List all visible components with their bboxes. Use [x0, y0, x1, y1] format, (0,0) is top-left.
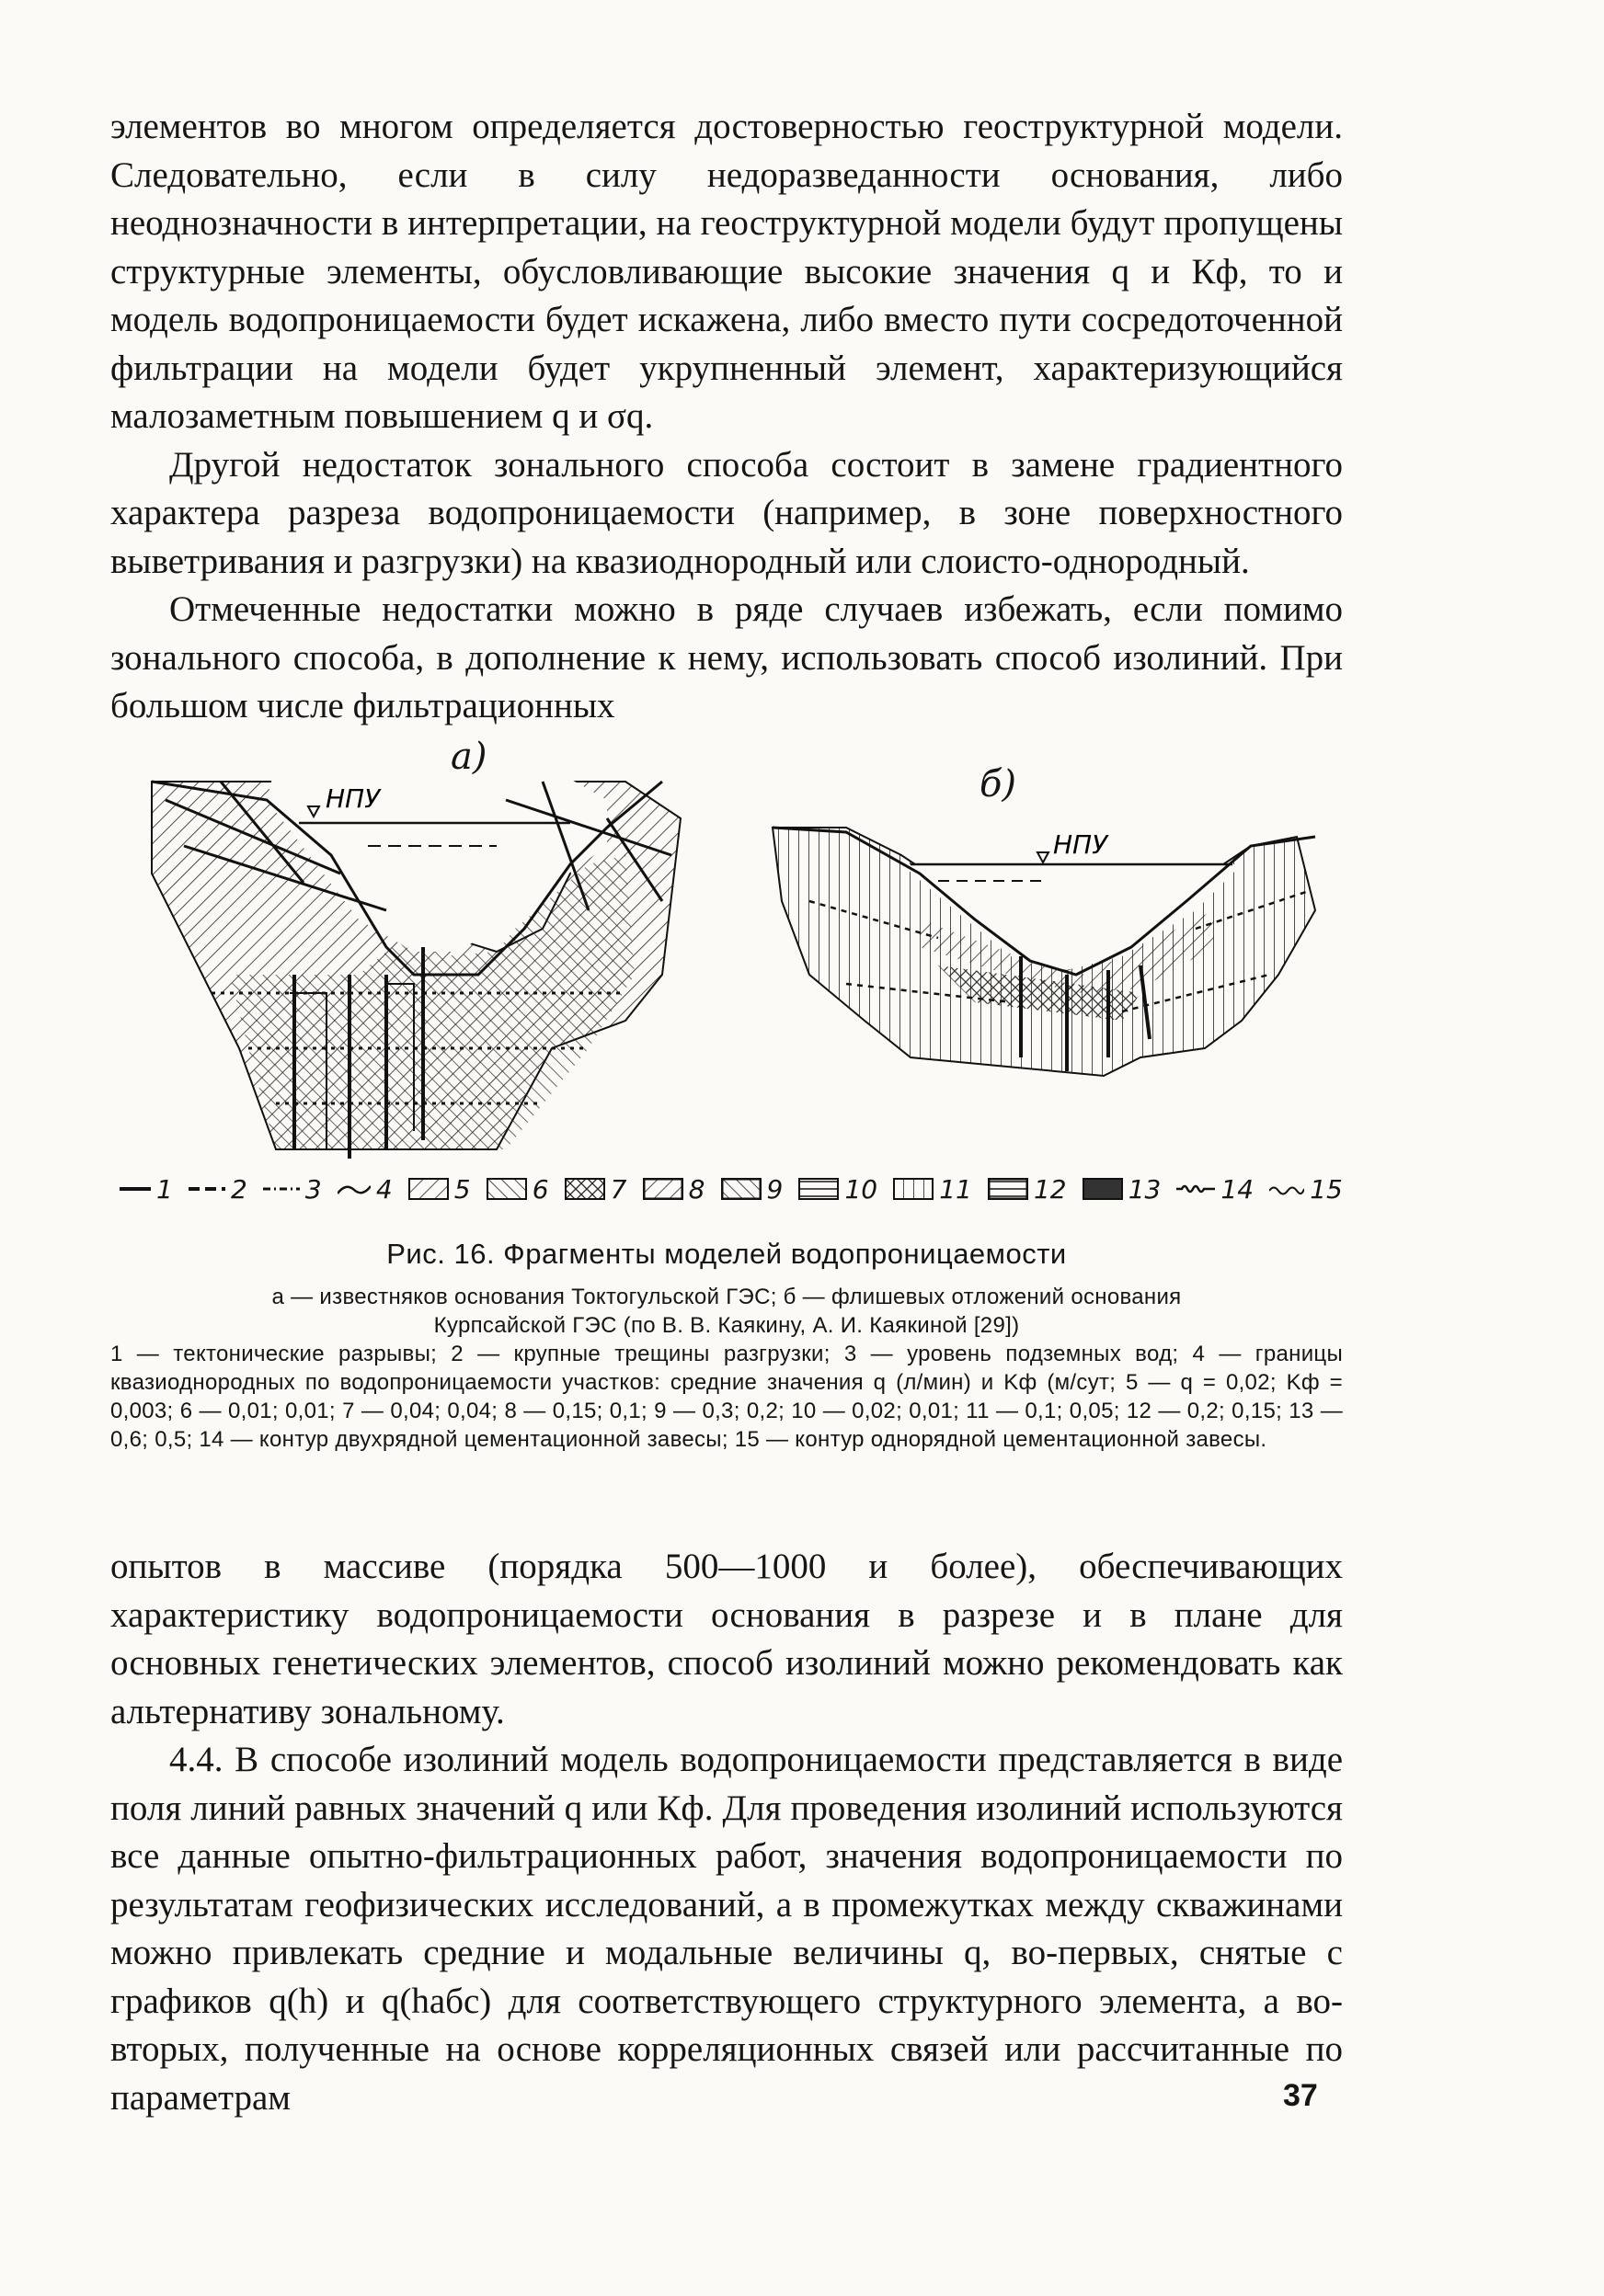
figure-legend: [120, 1166, 1343, 1212]
legend-item-7: 7: [565, 1174, 627, 1205]
paragraph: Другой недостаток зонального способа состоит в замене градиентного характера разреза водопроницаемости (например, в зоне поверхностного выветривания и разгрузки) на квазиоднородный или слоисто-однородный.: [110, 444, 1343, 581]
figure-caption-body: [110, 1283, 1343, 1454]
page-number: 37: [1283, 2078, 1318, 2113]
paragraph: 4.4. В способе изолиний модель водопроницаемости представляется в виде поля линий равных значений q или Кф. Для проведения изолиний используются все данные опытно-фильтрационных работ, значения водопроницаемости по результатам геофизических исследований, а в промежутках между скважинами можно привлекать средние и модальные величины q, во-первых, снятые с графиков q(h) и q(hабс) для соответствующего структурного элемента, а во-вторых, полученные на основе корреляционных связей или рассчитанные по параметрам: [110, 1740, 1343, 2118]
legend-item-10: 10: [798, 1174, 877, 1205]
panel-a-section: [110, 745, 681, 1159]
legend-item-3: 3: [304, 1173, 322, 1205]
figure-caption-title: Рис. 16. Фрагменты моделей водопроницаемости: [386, 1238, 1067, 1270]
caption-line: 1 — тектонические разрывы; 2 — крупные трещины разгрузки; 3 — уровень подземных вод; 4 — границы квазиоднородных по водопроницаемости участков: средние значения q (л/мин) и Kф (м/сут; 5 — q = 0,02; Kф = 0,003; 6 — 0,01; 0,01; 7 — 0,04; 0,04; 8 — 0,15; 0,1; 9 — 0,3; 0,2; 10 — 0,02; 0,01; 11 — 0,1; 0,05; 12 — 0,2; 0,15; 13 — 0,6; 0,5; 14 — контур двухрядной цементационной завесы; 15 — контур однорядной цементационной завесы.: [110, 1342, 1343, 1452]
legend-item-14: 14: [1176, 1174, 1254, 1205]
figure-drawing: [110, 745, 1343, 1177]
caption-line: Курпсайской ГЭС (по В. В. Каякину, А. И. Каякиной [29]): [433, 1313, 1020, 1338]
panel-b-section: [773, 828, 1315, 1076]
figure-16: [110, 736, 1343, 1536]
legend-item-2: 2: [230, 1173, 247, 1205]
panel-b-label: б): [980, 763, 1017, 805]
legend-item-6: 6: [487, 1174, 549, 1205]
paragraph: элементов во многом определяется достоверностью геоструктурной модели. Следовательно, если в силу недоразведанности основания, либо неоднозначности в интерпретации, на геоструктурной модели будут пропущены структурные элементы, обусловливающие высокие значения q и Кф, то и модель водопроницаемости будет искажена, либо вместо пути сосредоточенной фильтрации на модели будет укрупненный элемент, характеризующийся малозаметным повышением q и σq.: [110, 107, 1343, 436]
water-level-label-b: НПУ: [1053, 829, 1108, 860]
paragraph: опытов в массиве (порядка 500—1000 и более), обеспечивающих характеристику водопроницаемости основания в разрезе и в плане для основных генетических элементов, способ изолиний можно рекомендовать как альтернативу зональному.: [110, 1547, 1343, 1731]
legend-item-13: 13: [1083, 1174, 1162, 1205]
legend-item-1: 1: [156, 1173, 173, 1205]
legend-item-15: 15: [1269, 1174, 1343, 1205]
paragraph: Отмеченные недостатки можно в ряде случаев избежать, если помимо зонального способа, в дополнение к нему, использовать способ изолиний. При большом числе фильтрационных: [110, 589, 1343, 725]
legend-item-9: 9: [721, 1174, 784, 1205]
legend-item-11: 11: [893, 1174, 972, 1205]
legend-item-8: 8: [643, 1174, 705, 1205]
legend-item-4: 4: [338, 1174, 393, 1205]
body-text-bottom: [110, 1543, 1343, 2122]
legend-item-12: 12: [988, 1174, 1067, 1205]
legend-item-5: 5: [408, 1174, 471, 1205]
caption-line: а — известняков основания Токтогульской ГЭС; б — флишевых отложений основания: [271, 1285, 1182, 1309]
body-text-top: [110, 103, 1343, 731]
panel-a-label: а): [451, 736, 487, 778]
water-level-label-a: НПУ: [326, 783, 381, 814]
